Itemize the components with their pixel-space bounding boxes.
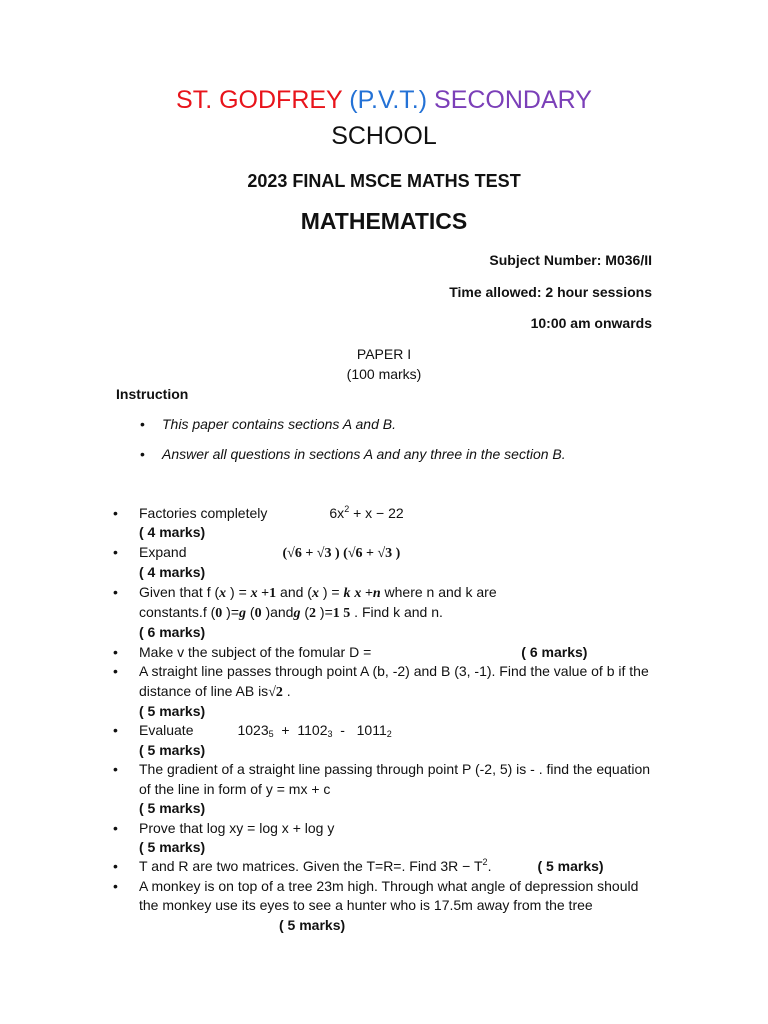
question-6 [113,721,658,760]
subject-title: MATHEMATICS [300,208,468,234]
question-marks: ( 5 marks) [139,703,206,720]
bullet: • [140,416,145,432]
question-10 [113,877,658,935]
question-marks: ( 5 marks) [279,916,346,933]
question-marks: ( 5 marks) [139,838,206,855]
instruction-heading: Instruction [116,386,189,402]
question-marks: ( 6 marks) [139,624,206,641]
question-text: Make v the subject of the fomular D = [139,643,372,660]
question-8 [113,819,658,858]
question-list [113,504,658,935]
question-2 [113,543,658,583]
question-marks: ( 4 marks) [139,564,206,581]
question-5: • A straight line passes through point A (b, -2) and B (3, -1). Find the value of b if the distance of line AB is√2 . ( 5 marks) [113,662,658,721]
paper-total-marks: (100 marks) [346,366,422,382]
school-name-part2: (P.V.T.) [349,86,428,114]
question-marks: ( 6 marks) [521,643,588,660]
bullet: • [113,819,118,836]
paper-label: PAPER I [356,346,412,362]
question-1 [113,504,658,543]
question-marks: ( 4 marks) [139,524,206,541]
question-text: The gradient of a straight line passing through point P (-2, 5) is - . find the equation of the line in form of y = mx + c [139,761,651,797]
question-expression: $1023_5 + 1102_3 - 1011_2$ [237,722,392,740]
question-marks: ( 5 marks) [139,800,206,817]
question-label: Evaluate [139,722,194,739]
question-label: Expand [139,543,187,560]
question-text: A monkey is on top of a tree 23m high. Through what angle of depression should the monkey use its eyes to see a hunter who is 17.5m away from the tree [139,877,639,914]
question-4 [113,643,658,662]
instruction-text: Answer all questions in sections A and any three in the section B. [162,446,566,462]
school-name-line2: SCHOOL [331,122,437,150]
question-text: T and R are two matrices. Given the T=R=. Find 3R − T [139,858,483,875]
question-9: • T and R are two matrices. Given the T=R=. Find $3R - T^2$. ( 5 marks) [113,857,658,876]
bullet: • [113,543,118,560]
instruction-item [140,416,396,432]
start-time: 10:00 am onwards [530,315,652,331]
instruction-item [140,446,566,462]
question-expression: (√6 + √3 ) (√6 + √3 ) [282,545,401,561]
question-7 [113,760,658,818]
bullet: • [113,722,118,739]
bullet: • [113,877,118,894]
bullet: • [113,858,118,875]
subject-number: Subject Number: M036/II [489,252,652,268]
question-3: • Given that f (x ) = x +1 and (x ) = k x +n where n and k are constants.f (0 )=g (0 )andg (2 )=1 5 . Find k and n. ( 6 marks) [113,583,658,643]
school-name-part3: SECONDARY [434,86,592,114]
question-marks: ( 5 marks) [537,858,604,875]
question-expression: $6x^2 + x - 22$ [329,504,404,521]
bullet: • [113,761,118,778]
question-marks: ( 5 marks) [139,741,206,758]
instruction-text: This paper contains sections A and B. [162,416,396,432]
bullet: • [113,583,118,600]
question-text: A straight line passes through point A (b, -2) and B (3, -1). Find the value of b if the distance of line AB is [139,663,649,699]
bullet: • [113,643,118,660]
question-text: Prove that log xy = log x + log y [139,819,335,836]
school-name-part1: ST. GODFREY [176,86,343,114]
exam-title: 2023 FINAL MSCE MATHS TEST [247,171,521,191]
question-label: Factories completely [139,505,268,521]
school-name [0,86,768,115]
bullet: • [140,446,145,462]
bullet: • [113,505,118,521]
time-allowed: Time allowed: 2 hour sessions [449,284,652,300]
bullet: • [113,663,118,680]
